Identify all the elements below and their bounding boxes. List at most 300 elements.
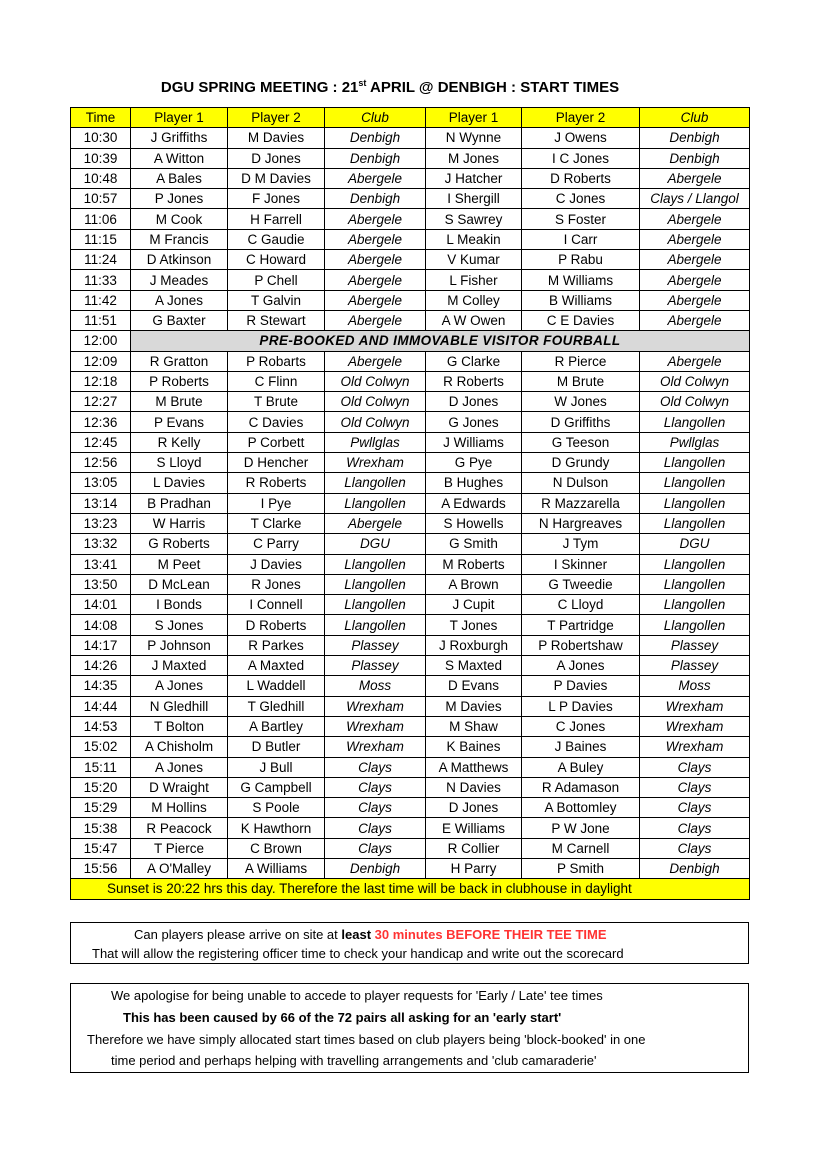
cell-player2-a: R Parkes	[228, 635, 325, 655]
cell-club-b: Old Colwyn	[640, 392, 750, 412]
cell-player1-b: B Hughes	[426, 473, 522, 493]
cell-time: 14:01	[71, 595, 131, 615]
cell-club-b: Abergele	[640, 351, 750, 371]
header-player1-a: Player 1	[131, 108, 228, 128]
cell-player2-a: T Brute	[228, 392, 325, 412]
cell-club-b: DGU	[640, 534, 750, 554]
header-club-b: Club	[640, 108, 750, 128]
header-player2-a: Player 2	[228, 108, 325, 128]
cell-club-a: Plassey	[325, 656, 426, 676]
cell-time: 15:11	[71, 757, 131, 777]
cell-player1-b: I Shergill	[426, 189, 522, 209]
cell-club-b: Llangollen	[640, 513, 750, 533]
cell-club-b: Denbigh	[640, 858, 750, 878]
cell-player2-a: C Howard	[228, 250, 325, 270]
cell-player2-b: C Lloyd	[522, 595, 640, 615]
start-times-table	[70, 107, 750, 900]
cell-player2-b: I Skinner	[522, 554, 640, 574]
cell-player2-b: I C Jones	[522, 148, 640, 168]
apology-line1: We apologise for being unable to accede to player requests for 'Early / Late' tee times	[111, 988, 603, 1003]
title-suffix: APRIL @ DENBIGH : START TIMES	[366, 79, 620, 96]
cell-player2-b: G Teeson	[522, 432, 640, 452]
cell-time: 13:14	[71, 493, 131, 513]
cell-player2-a: D M Davies	[228, 168, 325, 188]
table-body	[71, 108, 750, 900]
cell-player2-b: P Robertshaw	[522, 635, 640, 655]
cell-time: 11:15	[71, 229, 131, 249]
cell-club-b: Clays	[640, 798, 750, 818]
cell-player2-a: I Pye	[228, 493, 325, 513]
cell-player2-b: A Buley	[522, 757, 640, 777]
cell-club-a: Wrexham	[325, 453, 426, 473]
cell-player2-b: J Owens	[522, 128, 640, 148]
table-row	[71, 290, 750, 310]
table-row	[71, 412, 750, 432]
apology-line3: Therefore we have simply allocated start times based on club players being 'block-booked' in one	[87, 1032, 646, 1047]
cell-player1-b: L Fisher	[426, 270, 522, 290]
cell-player1-a: S Lloyd	[131, 453, 228, 473]
cell-club-a: Denbigh	[325, 858, 426, 878]
cell-time: 15:02	[71, 737, 131, 757]
cell-club-b: Llangollen	[640, 574, 750, 594]
table-row	[71, 858, 750, 878]
cell-club-b: Wrexham	[640, 716, 750, 736]
cell-club-a: Denbigh	[325, 128, 426, 148]
cell-club-a: Abergele	[325, 229, 426, 249]
cell-club-a: Pwllglas	[325, 432, 426, 452]
cell-player2-b: J Tym	[522, 534, 640, 554]
cell-player1-b: T Jones	[426, 615, 522, 635]
cell-player2-a: L Waddell	[228, 676, 325, 696]
cell-club-a: Old Colwyn	[325, 412, 426, 432]
cell-player2-b: B Williams	[522, 290, 640, 310]
table-row	[71, 737, 750, 757]
cell-club-a: DGU	[325, 534, 426, 554]
cell-player2-a: A Williams	[228, 858, 325, 878]
table-row	[71, 250, 750, 270]
cell-player1-a: W Harris	[131, 513, 228, 533]
cell-player1-a: P Johnson	[131, 635, 228, 655]
cell-player2-a: D Butler	[228, 737, 325, 757]
cell-player1-b: J Cupit	[426, 595, 522, 615]
cell-time: 12:36	[71, 412, 131, 432]
cell-player1-b: D Evans	[426, 676, 522, 696]
cell-player2-b: D Griffiths	[522, 412, 640, 432]
cell-club-a: Wrexham	[325, 716, 426, 736]
cell-time: 14:08	[71, 615, 131, 635]
cell-club-b: Abergele	[640, 310, 750, 330]
cell-time: 14:44	[71, 696, 131, 716]
cell-club-b: Abergele	[640, 168, 750, 188]
cell-player1-b: N Davies	[426, 777, 522, 797]
table-row	[71, 554, 750, 574]
title-sup: st	[358, 78, 367, 88]
table-header-row	[71, 108, 750, 128]
cell-player1-a: J Meades	[131, 270, 228, 290]
header-time: Time	[71, 108, 131, 128]
cell-player1-b: L Meakin	[426, 229, 522, 249]
cell-player2-b: M Carnell	[522, 838, 640, 858]
cell-player1-a: A Chisholm	[131, 737, 228, 757]
table-row	[71, 168, 750, 188]
table-row	[71, 615, 750, 635]
cell-club-a: Llangollen	[325, 615, 426, 635]
table-row	[71, 656, 750, 676]
header-player1-b: Player 1	[426, 108, 522, 128]
table-row	[71, 676, 750, 696]
cell-club-b: Clays	[640, 757, 750, 777]
cell-player1-b: A W Owen	[426, 310, 522, 330]
cell-player1-b: A Brown	[426, 574, 522, 594]
apology-line4: time period and perhaps helping with travelling arrangements and 'club camaraderie'	[111, 1053, 597, 1068]
cell-time: 10:39	[71, 148, 131, 168]
cell-player1-b: G Clarke	[426, 351, 522, 371]
cell-player1-b: J Williams	[426, 432, 522, 452]
cell-time: 15:38	[71, 818, 131, 838]
cell-time: 15:56	[71, 858, 131, 878]
cell-time: 13:23	[71, 513, 131, 533]
cell-player1-a: A O'Malley	[131, 858, 228, 878]
table-row	[71, 351, 750, 371]
cell-club-a: Clays	[325, 798, 426, 818]
cell-player1-a: A Jones	[131, 676, 228, 696]
cell-player2-b: T Partridge	[522, 615, 640, 635]
cell-player2-a: C Flinn	[228, 371, 325, 391]
cell-club-b: Llangollen	[640, 453, 750, 473]
cell-club-b: Clays	[640, 777, 750, 797]
cell-player2-a: P Corbett	[228, 432, 325, 452]
cell-player1-a: J Maxted	[131, 656, 228, 676]
cell-club-a: Moss	[325, 676, 426, 696]
cell-player1-a: D Atkinson	[131, 250, 228, 270]
cell-club-a: Llangollen	[325, 473, 426, 493]
cell-player1-b: G Smith	[426, 534, 522, 554]
table-row	[71, 493, 750, 513]
cell-club-a: Clays	[325, 818, 426, 838]
cell-player2-a: T Clarke	[228, 513, 325, 533]
header-club-a: Club	[325, 108, 426, 128]
cell-player2-b: C E Davies	[522, 310, 640, 330]
cell-player1-b: M Roberts	[426, 554, 522, 574]
table-row	[71, 574, 750, 594]
cell-player1-b: M Jones	[426, 148, 522, 168]
table-row	[71, 310, 750, 330]
cell-time: 14:17	[71, 635, 131, 655]
cell-club-b: Abergele	[640, 290, 750, 310]
cell-player1-a: M Francis	[131, 229, 228, 249]
arrival-notice	[70, 922, 749, 964]
cell-player2-b: P Rabu	[522, 250, 640, 270]
cell-player2-a: D Roberts	[228, 615, 325, 635]
table-row	[71, 595, 750, 615]
cell-player1-a: G Baxter	[131, 310, 228, 330]
cell-club-a: Abergele	[325, 250, 426, 270]
cell-player1-a: L Davies	[131, 473, 228, 493]
cell-player1-b: D Jones	[426, 798, 522, 818]
cell-player1-b: A Edwards	[426, 493, 522, 513]
cell-player2-a: T Galvin	[228, 290, 325, 310]
cell-player1-a: D McLean	[131, 574, 228, 594]
cell-player2-b: P Smith	[522, 858, 640, 878]
cell-player2-a: F Jones	[228, 189, 325, 209]
table-row	[71, 696, 750, 716]
cell-player2-a: J Davies	[228, 554, 325, 574]
cell-player2-a: P Chell	[228, 270, 325, 290]
cell-player2-a: K Hawthorn	[228, 818, 325, 838]
cell-player2-b: N Dulson	[522, 473, 640, 493]
cell-player1-a: M Peet	[131, 554, 228, 574]
cell-player1-a: P Jones	[131, 189, 228, 209]
cell-club-a: Wrexham	[325, 737, 426, 757]
cell-club-a: Llangollen	[325, 595, 426, 615]
table-row	[71, 209, 750, 229]
cell-player2-a: C Parry	[228, 534, 325, 554]
cell-time: 15:29	[71, 798, 131, 818]
table-row	[71, 777, 750, 797]
cell-player2-b: D Roberts	[522, 168, 640, 188]
cell-player1-a: R Kelly	[131, 432, 228, 452]
cell-club-a: Abergele	[325, 310, 426, 330]
cell-player1-a: R Gratton	[131, 351, 228, 371]
cell-player1-b: A Matthews	[426, 757, 522, 777]
table-row	[71, 371, 750, 391]
cell-player1-b: S Howells	[426, 513, 522, 533]
cell-player2-a: I Connell	[228, 595, 325, 615]
cell-player2-a: G Campbell	[228, 777, 325, 797]
cell-club-b: Denbigh	[640, 128, 750, 148]
table-row	[71, 757, 750, 777]
cell-club-b: Abergele	[640, 250, 750, 270]
cell-player1-b: R Roberts	[426, 371, 522, 391]
cell-time: 12:00	[71, 331, 131, 351]
cell-club-b: Pwllglas	[640, 432, 750, 452]
table-row	[71, 798, 750, 818]
cell-player2-b: C Jones	[522, 716, 640, 736]
cell-player2-a: M Davies	[228, 128, 325, 148]
cell-club-a: Clays	[325, 777, 426, 797]
cell-player2-a: H Farrell	[228, 209, 325, 229]
table-row	[71, 229, 750, 249]
cell-time: 13:50	[71, 574, 131, 594]
cell-player1-a: M Cook	[131, 209, 228, 229]
cell-player2-b: M Brute	[522, 371, 640, 391]
cell-player1-a: M Brute	[131, 392, 228, 412]
cell-club-a: Abergele	[325, 270, 426, 290]
cell-player2-a: R Roberts	[228, 473, 325, 493]
cell-player1-b: R Collier	[426, 838, 522, 858]
cell-player2-b: L P Davies	[522, 696, 640, 716]
cell-club-b: Clays	[640, 818, 750, 838]
cell-club-b: Llangollen	[640, 554, 750, 574]
cell-time: 14:53	[71, 716, 131, 736]
cell-player1-a: P Roberts	[131, 371, 228, 391]
cell-player2-a: C Gaudie	[228, 229, 325, 249]
visitor-fourball-banner: PRE-BOOKED AND IMMOVABLE VISITOR FOURBALL	[131, 331, 750, 351]
cell-player1-a: A Bales	[131, 168, 228, 188]
cell-time: 10:57	[71, 189, 131, 209]
cell-player2-a: A Maxted	[228, 656, 325, 676]
cell-player1-b: J Roxburgh	[426, 635, 522, 655]
arrival-text-highlight: 30 minutes BEFORE THEIR TEE TIME	[371, 927, 607, 942]
cell-club-a: Abergele	[325, 209, 426, 229]
arrival-text-a: Can players please arrive on site at	[134, 927, 342, 942]
cell-player2-a: R Jones	[228, 574, 325, 594]
cell-time: 13:05	[71, 473, 131, 493]
cell-club-b: Denbigh	[640, 148, 750, 168]
cell-player2-a: S Poole	[228, 798, 325, 818]
table-row	[71, 818, 750, 838]
cell-time: 15:20	[71, 777, 131, 797]
cell-club-a: Plassey	[325, 635, 426, 655]
cell-time: 13:41	[71, 554, 131, 574]
cell-player2-b: C Jones	[522, 189, 640, 209]
arrival-notice-line1	[134, 927, 607, 942]
arrival-notice-line2: That will allow the registering officer time to check your handicap and write out the scorecard	[92, 946, 624, 961]
cell-player2-a: C Brown	[228, 838, 325, 858]
cell-club-a: Llangollen	[325, 554, 426, 574]
table-row	[71, 392, 750, 412]
cell-club-a: Abergele	[325, 351, 426, 371]
cell-club-a: Abergele	[325, 168, 426, 188]
cell-club-b: Llangollen	[640, 615, 750, 635]
table-row	[71, 534, 750, 554]
cell-player1-a: I Bonds	[131, 595, 228, 615]
cell-time: 11:06	[71, 209, 131, 229]
table-row	[71, 635, 750, 655]
cell-club-b: Plassey	[640, 656, 750, 676]
cell-player2-b: P Davies	[522, 676, 640, 696]
cell-player1-a: D Wraight	[131, 777, 228, 797]
cell-player1-a: J Griffiths	[131, 128, 228, 148]
cell-club-b: Old Colwyn	[640, 371, 750, 391]
cell-player1-b: H Parry	[426, 858, 522, 878]
cell-time: 14:35	[71, 676, 131, 696]
cell-time: 15:47	[71, 838, 131, 858]
cell-club-b: Llangollen	[640, 473, 750, 493]
cell-time: 11:33	[71, 270, 131, 290]
cell-time: 11:42	[71, 290, 131, 310]
cell-club-a: Llangollen	[325, 574, 426, 594]
cell-player2-a: R Stewart	[228, 310, 325, 330]
cell-club-a: Wrexham	[325, 696, 426, 716]
cell-player1-b: M Colley	[426, 290, 522, 310]
arrival-text-least: least	[341, 927, 372, 942]
table-row	[71, 432, 750, 452]
cell-player2-b: R Adamason	[522, 777, 640, 797]
cell-player2-a: C Davies	[228, 412, 325, 432]
cell-club-b: Wrexham	[640, 696, 750, 716]
cell-time: 12:45	[71, 432, 131, 452]
cell-player2-b: S Foster	[522, 209, 640, 229]
table-row	[71, 270, 750, 290]
table-row	[71, 128, 750, 148]
cell-time: 12:56	[71, 453, 131, 473]
page-title	[0, 78, 780, 96]
cell-player2-b: I Carr	[522, 229, 640, 249]
cell-time: 12:27	[71, 392, 131, 412]
cell-player2-b: R Pierce	[522, 351, 640, 371]
cell-club-b: Abergele	[640, 209, 750, 229]
cell-club-b: Llangollen	[640, 493, 750, 513]
cell-player2-a: A Bartley	[228, 716, 325, 736]
cell-club-b: Clays / Llangol	[640, 189, 750, 209]
cell-club-b: Llangollen	[640, 595, 750, 615]
cell-player1-b: E Williams	[426, 818, 522, 838]
cell-player2-a: D Hencher	[228, 453, 325, 473]
cell-player2-a: J Bull	[228, 757, 325, 777]
cell-player1-b: S Sawrey	[426, 209, 522, 229]
cell-time: 11:51	[71, 310, 131, 330]
cell-time: 12:18	[71, 371, 131, 391]
cell-club-a: Abergele	[325, 513, 426, 533]
cell-player2-b: A Jones	[522, 656, 640, 676]
table-row	[71, 453, 750, 473]
cell-player1-b: M Shaw	[426, 716, 522, 736]
cell-player1-a: A Jones	[131, 290, 228, 310]
apology-notice	[70, 983, 749, 1073]
cell-player2-a: D Jones	[228, 148, 325, 168]
cell-club-b: Llangollen	[640, 412, 750, 432]
cell-time: 14:26	[71, 656, 131, 676]
table-row	[71, 331, 750, 351]
header-player2-b: Player 2	[522, 108, 640, 128]
cell-player1-b: G Jones	[426, 412, 522, 432]
cell-player1-b: S Maxted	[426, 656, 522, 676]
cell-club-a: Llangollen	[325, 493, 426, 513]
cell-player1-a: N Gledhill	[131, 696, 228, 716]
cell-time: 10:48	[71, 168, 131, 188]
title-prefix: DGU SPRING MEETING : 21	[160, 79, 359, 96]
cell-player2-b: A Bottomley	[522, 798, 640, 818]
table-row	[71, 513, 750, 533]
cell-player1-b: G Pye	[426, 453, 522, 473]
cell-player2-a: T Gledhill	[228, 696, 325, 716]
cell-club-a: Old Colwyn	[325, 392, 426, 412]
apology-line2: This has been caused by 66 of the 72 pairs all asking for an 'early start'	[123, 1010, 562, 1025]
cell-club-a: Old Colwyn	[325, 371, 426, 391]
sunset-row	[71, 879, 750, 899]
sunset-note: Sunset is 20:22 hrs this day. Therefore the last time will be back in clubhouse in daylight	[71, 879, 750, 899]
cell-player2-b: N Hargreaves	[522, 513, 640, 533]
cell-player1-b: D Jones	[426, 392, 522, 412]
table-row	[71, 148, 750, 168]
cell-player2-b: W Jones	[522, 392, 640, 412]
cell-club-a: Clays	[325, 757, 426, 777]
cell-player2-a: P Robarts	[228, 351, 325, 371]
table-row	[71, 716, 750, 736]
cell-club-b: Wrexham	[640, 737, 750, 757]
cell-player1-b: V Kumar	[426, 250, 522, 270]
cell-player1-a: B Pradhan	[131, 493, 228, 513]
cell-player1-a: M Hollins	[131, 798, 228, 818]
cell-player1-a: A Witton	[131, 148, 228, 168]
cell-player1-a: A Jones	[131, 757, 228, 777]
cell-club-b: Abergele	[640, 229, 750, 249]
cell-player1-b: M Davies	[426, 696, 522, 716]
cell-club-a: Abergele	[325, 290, 426, 310]
cell-player1-a: T Bolton	[131, 716, 228, 736]
cell-club-b: Moss	[640, 676, 750, 696]
cell-time: 12:09	[71, 351, 131, 371]
cell-player1-a: G Roberts	[131, 534, 228, 554]
cell-time: 13:32	[71, 534, 131, 554]
cell-player2-b: R Mazzarella	[522, 493, 640, 513]
cell-club-b: Abergele	[640, 270, 750, 290]
cell-club-a: Denbigh	[325, 148, 426, 168]
cell-player1-a: R Peacock	[131, 818, 228, 838]
cell-player1-b: J Hatcher	[426, 168, 522, 188]
cell-time: 10:30	[71, 128, 131, 148]
